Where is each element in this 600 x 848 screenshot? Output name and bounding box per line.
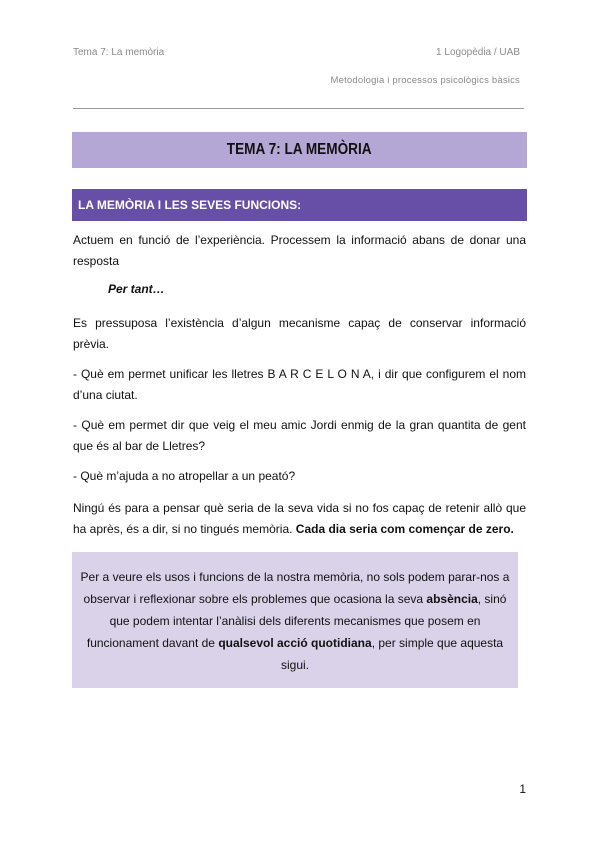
conclusion-text: Ningú és para a pensar què seria de la seva vida si no fos capaç de retenir allò que ha après, és a dir, si no tingués memòria. xyxy=(73,501,526,536)
page-number: 1 xyxy=(519,782,526,796)
header-subject: Metodologia i processos psicològics bàsics xyxy=(330,75,520,86)
per-tant-label: Per tant… xyxy=(108,282,165,296)
header-divider xyxy=(73,108,524,109)
title-banner xyxy=(72,132,527,168)
paragraph-mechanism: Es pressuposa l’existència d’algun mecanisme capaç de conservar informació prèvia. xyxy=(73,316,526,351)
paragraph-experience: Actuem en funció de l’experiència. Processem la informació abans de donar una resposta xyxy=(73,233,526,268)
callout-bold-accio: qualsevol acció quotidiana xyxy=(218,636,372,650)
header-topic: Tema 7: La memòria xyxy=(73,47,165,58)
question-peato: - Què m’ajuda a no atropellar a un peató? xyxy=(73,469,296,483)
header-course: 1 Logopèdia / UAB xyxy=(436,47,520,58)
question-jordi: - Què em permet dir que veig el meu amic Jordi enmig de la gran quantita de gent que és al bar de Lletres? xyxy=(73,418,526,453)
callout-bold-absencia: absència xyxy=(426,592,478,606)
paragraph-conclusion xyxy=(73,498,526,540)
callout-part-1: Per a veure els usos i funcions de la nostra memòria, no sols podem parar-nos a observar i reflexionar sobre els problemes que ocasiona la seva xyxy=(80,570,510,606)
question-barcelona: - Què em permet unificar les lletres B A R C E L O N A, i dir que configurem el nom d’una ciutat. xyxy=(73,367,526,402)
callout-part-2: , sinó que podem intentar l’anàlisi dels diferents mecanismes que posem en funcionament davant de xyxy=(86,592,507,650)
callout-box xyxy=(72,552,518,688)
page-title: TEMA 7: LA MEMÒRIA xyxy=(227,141,372,158)
section-heading: LA MEMÒRIA I LES SEVES FUNCIONS: xyxy=(78,198,302,212)
callout-part-3: , per simple que aquesta sigui. xyxy=(280,636,504,672)
callout-text xyxy=(80,566,510,676)
section-banner xyxy=(72,189,527,221)
conclusion-bold: Cada dia seria com començar de zero. xyxy=(295,522,514,536)
